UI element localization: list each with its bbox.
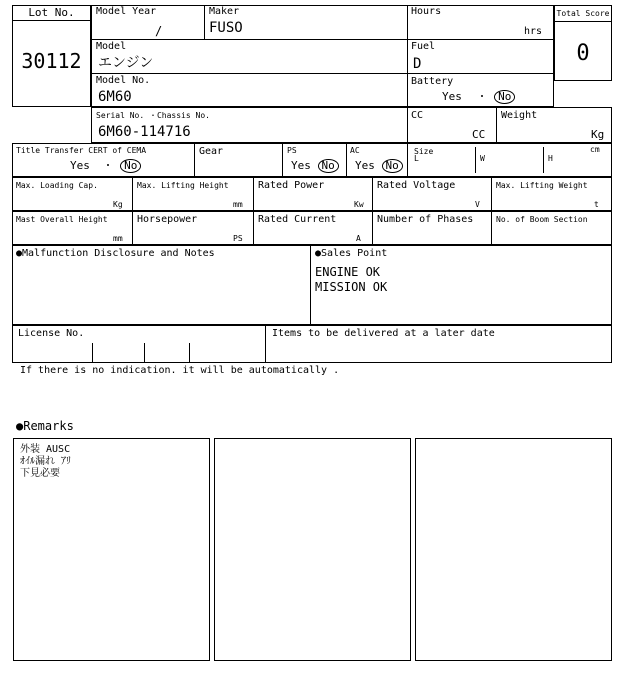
sales-point-label: ●Sales Point (315, 248, 388, 259)
weight-label: Weight (501, 110, 538, 121)
ac-label: AC (350, 146, 360, 155)
model-value: エンジン (98, 55, 154, 71)
sales-point-line2: MISSION OK (315, 280, 388, 294)
size-w: W (480, 154, 485, 163)
total-score-label: Total Score (556, 9, 610, 18)
battery-label: Battery (411, 76, 454, 87)
size-w-h-divider (543, 147, 544, 173)
model-year-label: Model Year (96, 6, 157, 17)
remarks-line-3: 下見必要 (20, 468, 60, 479)
ac-yes: Yes (355, 159, 375, 172)
auto-notice: If there is no indication. it will be automatically . (20, 365, 340, 376)
rated-current-label: Rated Current (258, 214, 337, 225)
gear-ps-divider (282, 143, 283, 177)
title-transfer-dot: ・ (102, 159, 114, 172)
maker-label: Maker (209, 6, 240, 17)
ac-no: No (382, 159, 403, 173)
hours-unit: hrs (524, 26, 543, 37)
lot-divider (12, 20, 91, 21)
remarks-box-2 (214, 438, 411, 661)
upper-row2-bottom (91, 73, 554, 74)
title-transfer-yes-no (70, 159, 141, 173)
battery-dot: ・ (476, 90, 488, 103)
left-right-divider (407, 5, 408, 107)
total-score-divider (554, 21, 612, 22)
license-tick-3 (189, 343, 190, 363)
remarks-title: ●Remarks (16, 419, 74, 433)
license-divider (265, 325, 266, 363)
maker-value: FUSO (209, 20, 243, 36)
cc-label: CC (411, 110, 424, 121)
weight-unit: Kg (591, 128, 605, 141)
rated-voltage-unit: V (475, 200, 480, 209)
license-tick-1 (92, 343, 93, 363)
max-lifting-height-unit: mm (233, 200, 243, 209)
boom-label: No. of Boom Section (496, 215, 588, 224)
model-no-value: 6M60 (98, 89, 132, 105)
year-maker-divider (204, 5, 205, 39)
total-score-value: 0 (576, 41, 590, 66)
remarks-line-2: ｵｲﾙ漏れ ｱﾘ (20, 456, 72, 467)
tt-gear-divider (194, 143, 195, 177)
serial-label: Serial No. ・Chassis No. (96, 111, 210, 120)
size-l-w-divider (475, 147, 476, 173)
size-l: L (414, 154, 419, 163)
remarks-line-1: 外装 AUSC (20, 444, 71, 455)
rated-current-unit: A (356, 234, 361, 243)
model-label: Model (96, 41, 127, 52)
size-unit: cm (590, 145, 600, 154)
cc-unit: CC (472, 128, 486, 141)
horsepower-unit: PS (233, 234, 243, 243)
max-lifting-weight-unit: t (594, 200, 599, 209)
max-lifting-weight-label: Max. Lifting Weight (496, 181, 588, 190)
battery-yes-no (442, 90, 515, 104)
ac-yes-no (355, 159, 403, 173)
fuel-value: D (413, 56, 422, 72)
battery-yes: Yes (442, 90, 462, 103)
ps-yes-no (291, 159, 339, 173)
remarks-box-3 (415, 438, 612, 661)
ps-no: No (318, 159, 339, 173)
later-items-label: Items to be delivered at a later date (272, 328, 495, 339)
mast-height-label: Mast Overall Height (16, 215, 108, 224)
model-year-value: / (155, 24, 163, 38)
model-no-label: Model No. (96, 75, 151, 86)
license-tick-2 (144, 343, 145, 363)
title-transfer-label: Title Transfer CERT of CEMA (16, 146, 147, 155)
rated-voltage-label: Rated Voltage (377, 180, 456, 191)
serial-value: 6M60-114716 (98, 124, 191, 140)
rated-power-label: Rated Power (258, 180, 325, 191)
ps-label: PS (287, 146, 297, 155)
upper-row1-bottom (91, 39, 554, 40)
ps-yes: Yes (291, 159, 311, 172)
malfunction-label: ●Malfunction Disclosure and Notes (16, 248, 215, 259)
horsepower-label: Horsepower (137, 214, 198, 225)
ac-size-divider (407, 143, 408, 177)
max-lifting-height-label: Max. Lifting Height (137, 181, 229, 190)
lot-label: Lot No. (28, 6, 75, 19)
max-loading-label: Max. Loading Cap. (16, 181, 98, 190)
hours-label: Hours (411, 6, 442, 17)
serial-cc-divider (407, 107, 408, 143)
battery-no: No (494, 90, 515, 104)
sales-point-line1: ENGINE OK (315, 265, 381, 279)
fuel-label: Fuel (411, 41, 436, 52)
size-label: Size (414, 147, 434, 156)
phases-label: Number of Phases (377, 214, 474, 225)
title-transfer-no: No (120, 159, 141, 173)
size-h: H (548, 154, 553, 163)
title-transfer-yes: Yes (70, 159, 90, 172)
mast-height-unit: mm (113, 234, 123, 243)
gear-label: Gear (199, 146, 224, 157)
ps-ac-divider (346, 143, 347, 177)
max-loading-unit: Kg (113, 200, 123, 209)
notes-divider (310, 245, 311, 325)
cc-weight-divider (496, 107, 497, 143)
lot-number: 30112 (21, 49, 82, 73)
rated-power-unit: Kw (354, 200, 364, 209)
license-label: License No. (18, 328, 85, 339)
